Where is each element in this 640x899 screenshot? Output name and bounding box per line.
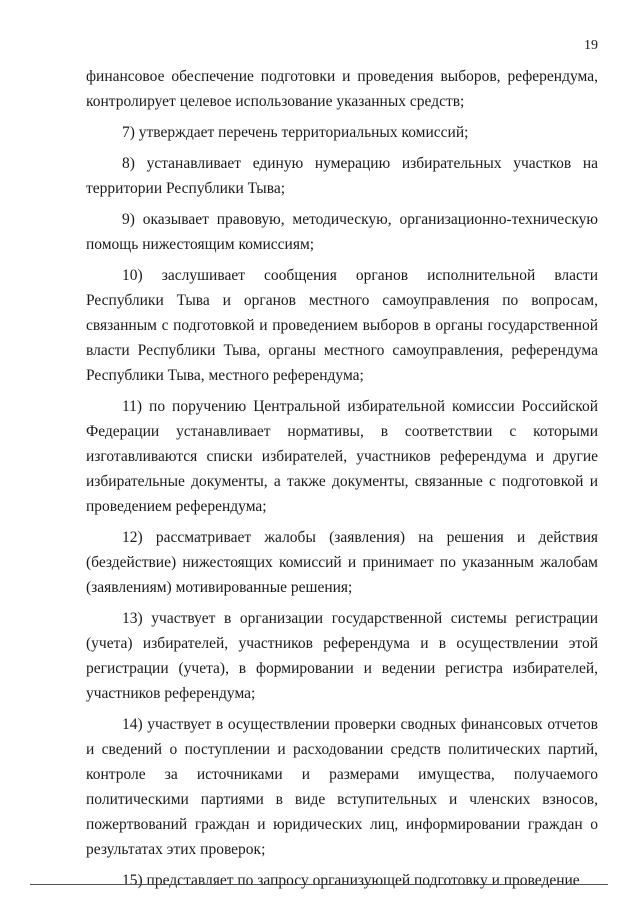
page-number: 19: [584, 38, 598, 53]
paragraph-item-8: 8) устанавливает единую нумерацию избирательных участков на территории Республики Тыва;: [86, 155, 598, 197]
document-body: [86, 64, 598, 899]
paragraph-item-10: 10) заслушивает сообщения органов исполнительной власти Республики Тыва и органов местного самоуправления по вопросам, связанным с подготовкой и проведением выборов в органы государственной власти Республики Тыва, органы местного самоуправления, референдума Республики Тыва, местного референдума;: [86, 267, 598, 384]
paragraph-item-9: 9) оказывает правовую, методическую, организационно-техническую помощь нижестоящим комиссиям;: [86, 211, 598, 253]
paragraph-item-15: 15) представляет по запросу организующей подготовку и проведение: [122, 872, 580, 889]
paragraph-item-11: 11) по поручению Центральной избирательной комиссии Российской Федерации устанавливает нормативы, в соответствии с которыми изготавливаются списки избирателей, участников референдума и другие избирательные документы, а также документы, связанные с подготовкой и проведением референдума;: [86, 398, 598, 515]
paragraph-item-13: 13) участвует в организации государственной системы регистрации (учета) избирателей, участников референдума и в осуществлении этой регистрации (учета), в формировании и ведении регистра избирателей, участников референдума;: [86, 610, 598, 702]
paragraph-item-14: 14) участвует в осуществлении проверки сводных финансовых отчетов и сведений о поступлении и расходовании средств политических партий, контроле за источниками и размерами имущества, получаемого политическими партиями в виде вступительных и членских взносов, пожертвований граждан и юридических лиц, информировании граждан о результатах этих проверок;: [86, 716, 598, 858]
footer-divider: [30, 884, 608, 885]
paragraph-continuation: финансовое обеспечение подготовки и проведения выборов, референдума, контролирует целевое использование указанных средств;: [86, 68, 598, 110]
paragraph-item-7: 7) утверждает перечень территориальных комиссий;: [122, 124, 469, 141]
paragraph-item-12: 12) рассматривает жалобы (заявления) на решения и действия (бездействие) нижестоящих комиссий и принимает по указанным жалобам (заявлениям) мотивированные решения;: [86, 529, 598, 596]
